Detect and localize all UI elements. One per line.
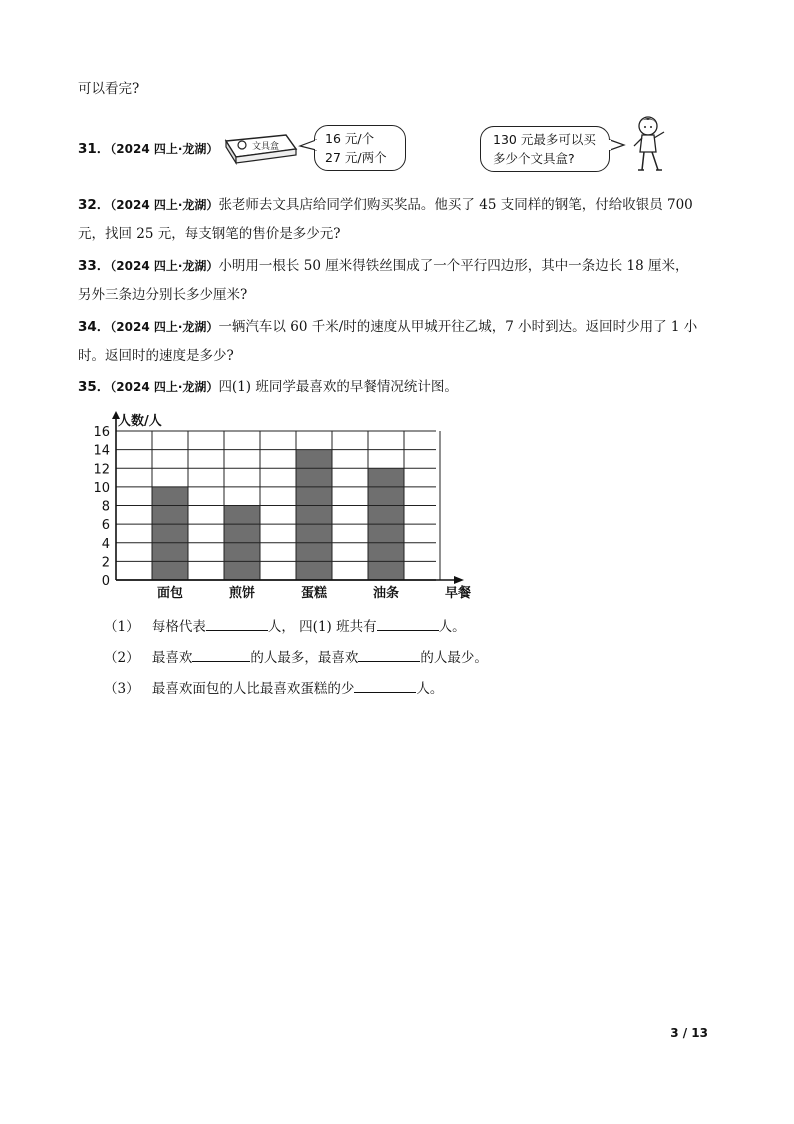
y-tick-label: 0 [101,574,110,589]
pencil-box-icon [220,127,300,167]
continued-text: 可以看完? [78,81,140,97]
x-tick-label: 面包 [156,586,184,601]
y-tick-label: 12 [93,462,110,478]
breakfast-bar-chart [88,405,478,605]
question-number: 35． [78,379,111,395]
sub-text: 每格代表 [151,619,206,635]
x-tick-label: 油条 [372,586,400,601]
question-source: （2024 四上·龙湖） [110,142,219,156]
bubble-tail-right-icon [608,138,626,152]
y-tick-label: 14 [93,443,110,459]
sub-text: 人， 四(1) 班共有 [267,619,377,635]
question-source: （2024 四上·龙湖） [110,259,219,273]
question-bubble [480,126,610,172]
question-source: （2024 四上·龙湖） [110,380,219,394]
price-line-2: 27 元/两个 [325,150,387,165]
question-35-line-1 [78,377,458,397]
question-number: 33． [78,258,111,274]
child-icon [626,112,676,176]
question-34-line-2: 时。返回时的速度是多少? [78,348,234,364]
y-tick-label: 8 [101,499,110,515]
question-source: （2024 四上·龙湖） [110,320,219,334]
question-33-line-1 [78,256,688,276]
y-tick-label: 4 [101,536,110,552]
x-axis-arrow-icon [454,576,464,584]
sub-text: 人。 [416,681,444,697]
answer-blank[interactable] [354,678,416,693]
child-figure [626,112,676,176]
question-32-line-2: 元，找回 25 元，每支钢笔的售价是多少元? [78,226,341,242]
answer-blank[interactable] [206,616,268,631]
question-text: 小明用一根长 50 厘米得铁丝围成了一个平行四边形，其中一条边长 18 厘米， [218,258,689,274]
sub-text: 的人最少。 [420,650,488,666]
sub-question-3 [104,678,443,699]
sub-question-2 [104,647,488,668]
question-text: 四(1) 班同学最喜欢的早餐情况统计图。 [218,379,458,395]
bar-面包 [152,487,188,580]
x-tick-label: 煎饼 [228,586,256,601]
question-text: 张老师去文具店给同学们购买奖品。他买了 45 支同样的钢笔，付给收银员 700 [218,197,693,213]
question-31-header [78,139,218,159]
sub-text: 最喜欢面包的人比最喜欢蛋糕的少 [151,681,355,697]
price-line-1: 16 元/个 [325,131,375,146]
sub-label: （3） [104,681,140,697]
page-number: 3 / 13 [670,1026,708,1040]
question-source: （2024 四上·龙湖） [110,198,219,212]
question-text: 一辆汽车以 60 千米/时的速度从甲城开往乙城，7 小时到达。返回时少用了 1 小 [218,319,698,335]
sub-text: 人。 [438,619,466,635]
pencil-box-label: 文具盒 [252,142,280,152]
sub-question-1 [104,616,466,637]
sub-label: （2） [104,650,140,666]
bubble-tail-icon [298,138,318,152]
question-32-line-1 [78,195,693,215]
sub-text: 的人最多，最喜欢 [250,650,359,666]
question-number: 32． [78,197,111,213]
bar-蛋糕 [296,450,332,580]
answer-blank[interactable] [377,616,439,631]
x-axis-label: 早餐 [444,586,472,601]
question-33-line-2: 另外三条边分别长多少厘米? [78,287,248,303]
y-axis-label: 人数/人 [118,414,162,429]
y-tick-label: 10 [93,480,110,496]
pencil-box-illustration [220,127,300,167]
x-tick-label: 蛋糕 [300,586,328,601]
answer-blank[interactable] [192,647,250,662]
question-number: 31． [78,141,111,157]
question-number: 34． [78,319,111,335]
question-34-line-1 [78,317,697,337]
question-line-1: 130 元最多可以买 [493,132,596,147]
sub-text: 最喜欢 [151,650,193,666]
sub-label: （1） [104,619,140,635]
answer-blank[interactable] [358,647,420,662]
question-line-2: 多少个文具盒? [493,151,575,166]
y-tick-label: 16 [93,425,110,440]
price-bubble [314,125,406,171]
y-tick-label: 6 [101,518,110,534]
y-tick-label: 2 [101,555,110,571]
